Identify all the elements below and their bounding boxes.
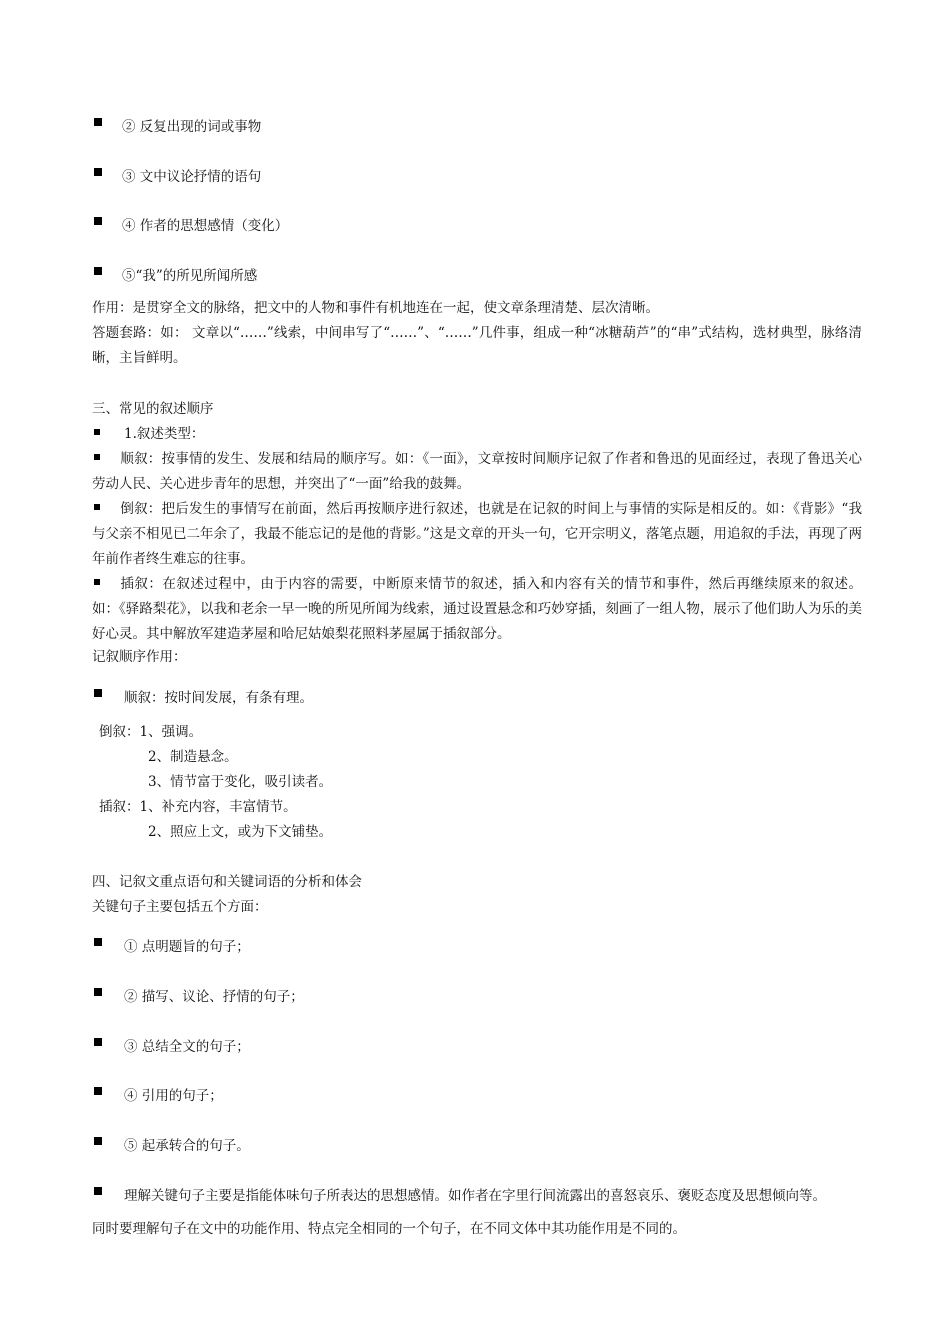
daoxu-effect-1: 倒叙：1、强调。 [99,724,203,740]
key-sentence-closing: 同时要理解句子在文中的功能作用、特点完全相同的一个句子，在不同文体中其功能作用是不同的。 [92,1221,686,1237]
clue-item-2: ② 反复出现的词或事物 [122,119,262,135]
bullet-marker [94,1137,102,1145]
bullet-marker [94,429,100,435]
bullet-marker [94,217,102,225]
shunxu-effect: 顺叙：按时间发展，有条有理。 [124,690,313,706]
narration-effect-label: 记叙顺序作用： [92,649,187,665]
clue-item-3: ③ 文中议论抒情的语句 [122,169,262,185]
key-sentence-item-1: ① 点明题旨的句子； [124,939,250,955]
key-sentence-item-3: ③ 总结全文的句子； [124,1039,250,1055]
bullet-marker [94,118,102,126]
daoxu-effect-2: 2、制造悬念。 [148,749,238,765]
chaxu-effect-1: 插叙：1、补充内容，丰富情节。 [99,799,297,815]
key-sentence-intro: 关键句子主要包括五个方面： [92,899,268,915]
clue-answer-template: 答题套路：如： 文章以“……”线索，中间串写了“……”、“……”几件事，组成一种“冰糖葫芦”的“串”式结构，选材典型，脉络清晰，主旨鲜明。 [92,325,862,366]
key-sentence-item-5: ⑤ 起承转合的句子。 [124,1138,250,1154]
clue-item-4: ④ 作者的思想感情（变化） [122,218,289,234]
clue-function-text: 作用：是贯穿全文的脉络，把文中的人物和事件有机地连在一起，使文章条理清楚、层次清晰。 [92,300,659,316]
bullet-marker [94,267,102,275]
daoxu-effect-3: 3、情节富于变化，吸引读者。 [148,774,333,790]
bullet-marker [94,1087,102,1095]
section4-heading: 四、记叙文重点语句和关键词语的分析和体会 [92,874,362,890]
bullet-marker [94,1187,102,1195]
shunxu-paragraph: 顺叙：按事情的发生、发展和结局的顺序写。如：《一面》，文章按时间顺序记叙了作者和鲁迅的见面经过，表现了鲁迅关心劳动人民、关心进步青年的思想，并突出了“一面”给我的鼓舞。 [92,451,862,492]
key-sentence-understand: 理解关键句子主要是指能体味句子所表达的思想感情。如作者在字里行间流露出的喜怒哀乐、褒贬态度及思想倾向等。 [124,1188,826,1204]
narration-types-label: 1.叙述类型： [124,426,205,442]
key-sentence-item-4: ④ 引用的句子； [124,1088,223,1104]
chaxu-paragraph: 插叙：在叙述过程中，由于内容的需要，中断原来情节的叙述，插入和内容有关的情节和事件，然后再继续原来的叙述。如：《驿路梨花》，以我和老余一早一晚的所见所闻为线索，通过设置悬念和巧妙穿插，刻画了一组人物，展示了他们助人为乐的美好心灵。其中解放军建造茅屋和哈尼姑娘梨花照料茅屋属于插叙部分。 [92,576,862,642]
daoxu-paragraph: 倒叙：把后发生的事情写在前面，然后再按顺序进行叙述，也就是在记叙的时间上与事情的实际是相反的。如：《背影》“我与父亲不相见已二年余了，我最不能忘记的是他的背影。”这是文章的开头一句，它开宗明义，落笔点题，用追叙的手法，再现了两年前作者终生难忘的往事。 [92,501,862,567]
chaxu-effect-2: 2、照应上文，或为下文铺垫。 [148,824,333,840]
bullet-marker [94,1038,102,1046]
clue-item-5: ⑤“我”的所见所闻所感 [122,268,258,284]
bullet-marker [94,938,102,946]
section3-heading: 三、常见的叙述顺序 [92,401,214,417]
bullet-marker [94,168,102,176]
bullet-marker [94,988,102,996]
bullet-marker [94,689,102,697]
key-sentence-item-2: ② 描写、议论、抒情的句子； [124,989,304,1005]
